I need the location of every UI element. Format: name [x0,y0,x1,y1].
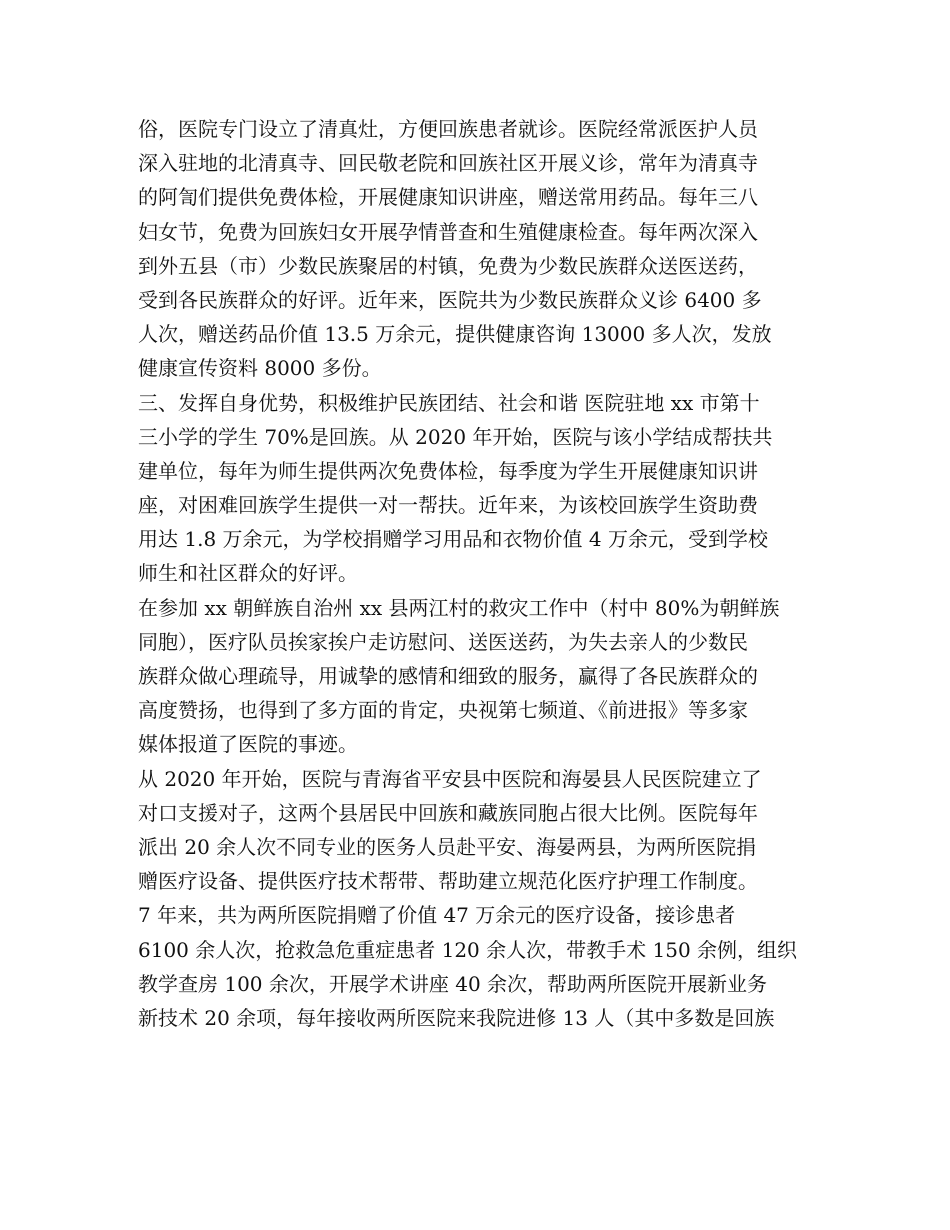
text-line-4: 妇女节，免费为回族妇女开展孕情普查和生殖健康检查。每年两次深入 [138,219,758,244]
text-line-7: 人次，赠送药品价值 13.5 万余元，提供健康咨询 13000 多人次，发放 [138,322,772,347]
text-line-2: 深入驻地的北清真寺、回民敬老院和回族社区开展义诊，常年为清真寺 [138,151,758,176]
text-line-18: 高度赞扬，也得到了多方面的肯定，央视第七频道、《前进报》等多家 [138,698,748,723]
text-line-14: 师生和社区群众的好评。 [138,561,358,586]
body-text [138,112,818,1035]
text-line-27: 新技术 20 余项，每年接收两所医院来我院进修 13 人（其中多数是回族 [138,1005,775,1030]
text-line-21: 对口支援对子，这两个县居民中回族和藏族同胞占很大比例。医院每年 [138,800,758,825]
text-line-11: 建单位，每年为师生提供两次免费体检，每季度为学生开展健康知识讲 [138,458,758,483]
text-line-22: 派出 20 余人次不同专业的医务人员赴平安、海晏两县，为两所医院捐 [138,834,757,859]
text-line-6: 受到各民族群众的好评。近年来，医院共为少数民族群众义诊 6400 多 [138,287,762,312]
text-line-9: 三、发挥自身优势，积极维护民族团结、社会和谐 医院驻地 xx 市第十 [138,390,760,415]
text-line-12: 座，对困难回族学生提供一对一帮扶。近年来，为该校回族学生资助费 [138,493,758,518]
text-line-20: 从 2020 年开始，医院与青海省平安县中医院和海晏县人民医院建立了 [138,766,762,791]
text-line-16: 同胞），医疗队员挨家挨户走访慰问、送医送药，为失去亲人的少数民 [138,629,748,654]
text-line-1: 俗，医院专门设立了清真灶，方便回族患者就诊。医院经常派医护人员 [138,117,758,141]
text-line-3: 的阿訇们提供免费体检，开展健康知识讲座，赠送常用药品。每年三八 [138,185,758,210]
text-line-5: 到外五县（市）少数民族聚居的村镇，免费为少数民族群众送医送药， [138,253,758,278]
text-line-13: 用达 1.8 万余元，为学校捐赠学习用品和衣物价值 4 万余元，受到学校 [138,527,768,552]
text-line-23: 赠医疗设备、提供医疗技术帮带、帮助建立规范化医疗护理工作制度。 [138,869,758,894]
text-line-8: 健康宣传资料 8000 多份。 [138,356,382,381]
text-line-17: 族群众做心理疏导，用诚挚的感情和细致的服务，赢得了各民族群众的 [138,664,758,688]
text-line-25: 6100 余人次，抢救急危重症患者 120 余人次，带教手术 150 余例，组织 [138,937,798,962]
text-line-19: 媒体报道了医院的事迹。 [138,732,358,757]
text-line-26: 教学查房 100 余次，开展学术讲座 40 余次，帮助两所医院开展新业务 [138,971,768,996]
text-line-15: 在参加 xx 朝鲜族自治州 xx 县两江村的救灾工作中（村中 80%为朝鲜族 [138,595,780,620]
text-line-10: 三小学的学生 70%是回族。从 2020 年开始，医院与该小学结成帮扶共 [138,424,773,449]
text-line-24: 7 年来，共为两所医院捐赠了价值 47 万余元的医疗设备，接诊患者 [138,903,736,928]
